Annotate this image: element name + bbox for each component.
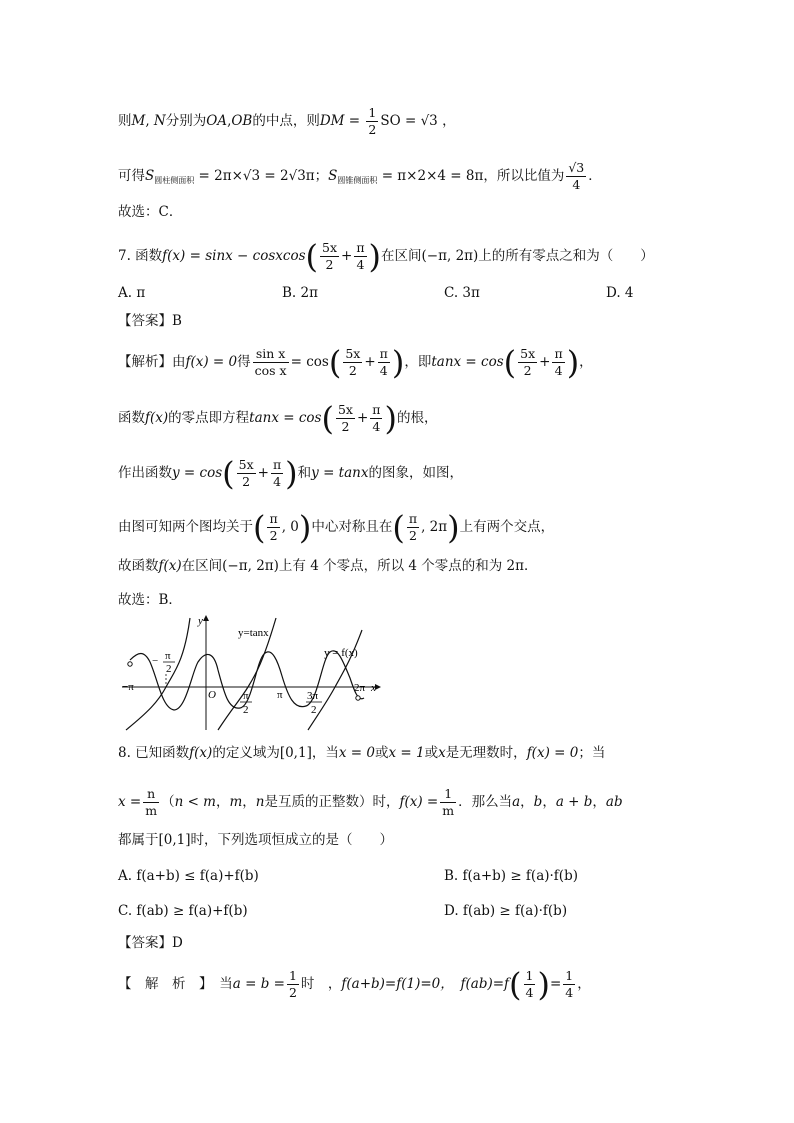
tick-pi-over-2-den: 2 <box>243 704 249 716</box>
fraction: $\frac{1}{2}$ <box>368 105 377 137</box>
solution-line-1: 则M, N分别为OA,OB的中点，则DM = $\frac{1}{2}$ SO = √3 ， <box>118 105 456 137</box>
tan-label: y=tanx <box>238 627 269 639</box>
open-endpoint-left <box>128 662 132 666</box>
tick-pi: π <box>277 689 283 701</box>
open-endpoint-right <box>356 696 360 700</box>
q8-option-a: A. f(a+b) ≤ f(a)+f(b) <box>118 868 259 884</box>
fx-label: y = f(x) <box>324 647 358 659</box>
analysis-line-1: 【解析】由f(x) = 0得 $\frac{\text{sin x}}{\text{cos x}}$ = cos( $\frac{5x}{2}$ + $\frac{\pi}{4}$ )，即tanx = cos( $\frac{5x}{2}$ + $\frac{\pi}{4}$ )， <box>118 343 593 382</box>
q7-option-b: B. 2π <box>282 285 318 301</box>
question-7: 7. 函数f(x) = sinx − cosxcos( $\frac{5x}{2}$ + $\frac{\pi}{4}$ )在区间(−π, 2π)上的所有零点之和为（ ） <box>118 237 654 276</box>
analysis-line-2: 函数f(x)的零点即方程tanx = cos( $\frac{5x}{2}$ + $\frac{\pi}{4}$ )的根， <box>118 399 438 438</box>
tan-branch-1 <box>126 618 190 730</box>
function-graph <box>118 612 388 736</box>
question-8-condition: x = $\frac{n}{m}$ （n < m，m，n是互质的正整数）时，f(x) = $\frac{1}{m}$ ．那么当a，b，a + b，ab <box>118 786 623 818</box>
q8-answer: 【答案】D <box>118 935 183 951</box>
tick-neg-sign: − <box>152 655 159 667</box>
tick-3pi-over-2-den: 2 <box>311 704 317 716</box>
solution-line-2: 可得$S_{圆柱侧面积} = 2\pi\times√3 = 2√3\pi$；$S_{圆锥侧面积} = \pi\times 2\times 4 = 8\pi$，所以比值为 $\frac{√3}{4}$ ． <box>118 160 602 192</box>
tick-3pi-over-2-num: 3π <box>307 690 319 702</box>
question-8-tail: 都属于[0,1]时，下列选项恒成立的是（ ） <box>118 832 394 848</box>
question-8: 8. 已知函数f(x)的定义域为[0,1]，当x = 0或x = 1或x是无理数时，f(x) = 0；当 <box>118 745 606 761</box>
x-axis-label: x <box>371 682 376 694</box>
analysis-line-4: 由图可知两个图均关于( $\frac{\pi}{2}$ , 0)中心对称且在( $\frac{\pi}{2}$ , 2π)上有两个交点， <box>118 508 555 547</box>
origin-label: O <box>208 689 216 701</box>
q7-option-c: C. 3π <box>444 285 480 301</box>
answer-choice-c: 故选：C． <box>118 204 183 220</box>
tick-pi-over-2-num: π <box>243 690 249 702</box>
answer-choice-b: 故选：B． <box>118 592 182 608</box>
tick-2pi: 2π <box>354 682 366 694</box>
fraction: $\frac{√3}{4}$ <box>568 160 585 192</box>
y-axis-label: y <box>198 615 203 627</box>
q8-analysis: 【 解 析 】 当a = b = $\frac{1}{2}$ 时 ，f(a+b)=f(1)=0， f(ab)=f( $\frac{1}{4}$ )= $\frac{1}{4}$ ， <box>118 965 591 1004</box>
tick-neg-pi-over-2-den: 2 <box>166 663 172 675</box>
q7-option-d: D. 4 <box>606 285 634 301</box>
q7-option-a: A. π <box>118 285 146 301</box>
q7-answer: 【答案】B <box>118 313 182 329</box>
q8-option-b: B. f(a+b) ≥ f(a)·f(b) <box>444 868 578 884</box>
tick-neg-pi: −π <box>122 681 134 693</box>
q8-option-d: D. f(ab) ≥ f(a)·f(b) <box>444 903 568 919</box>
q8-option-c: C. f(ab) ≥ f(a)+f(b) <box>118 903 248 919</box>
analysis-line-3: 作出函数y = cos( $\frac{5x}{2}$ + $\frac{\pi}{4}$ )和y = tanx的图象，如图， <box>118 454 463 493</box>
tick-neg-pi-over-2-num: π <box>165 650 171 662</box>
analysis-line-5: 故函数f(x)在区间(−π, 2π)上有 4 个零点，所以 4 个零点的和为 2π． <box>118 558 538 574</box>
